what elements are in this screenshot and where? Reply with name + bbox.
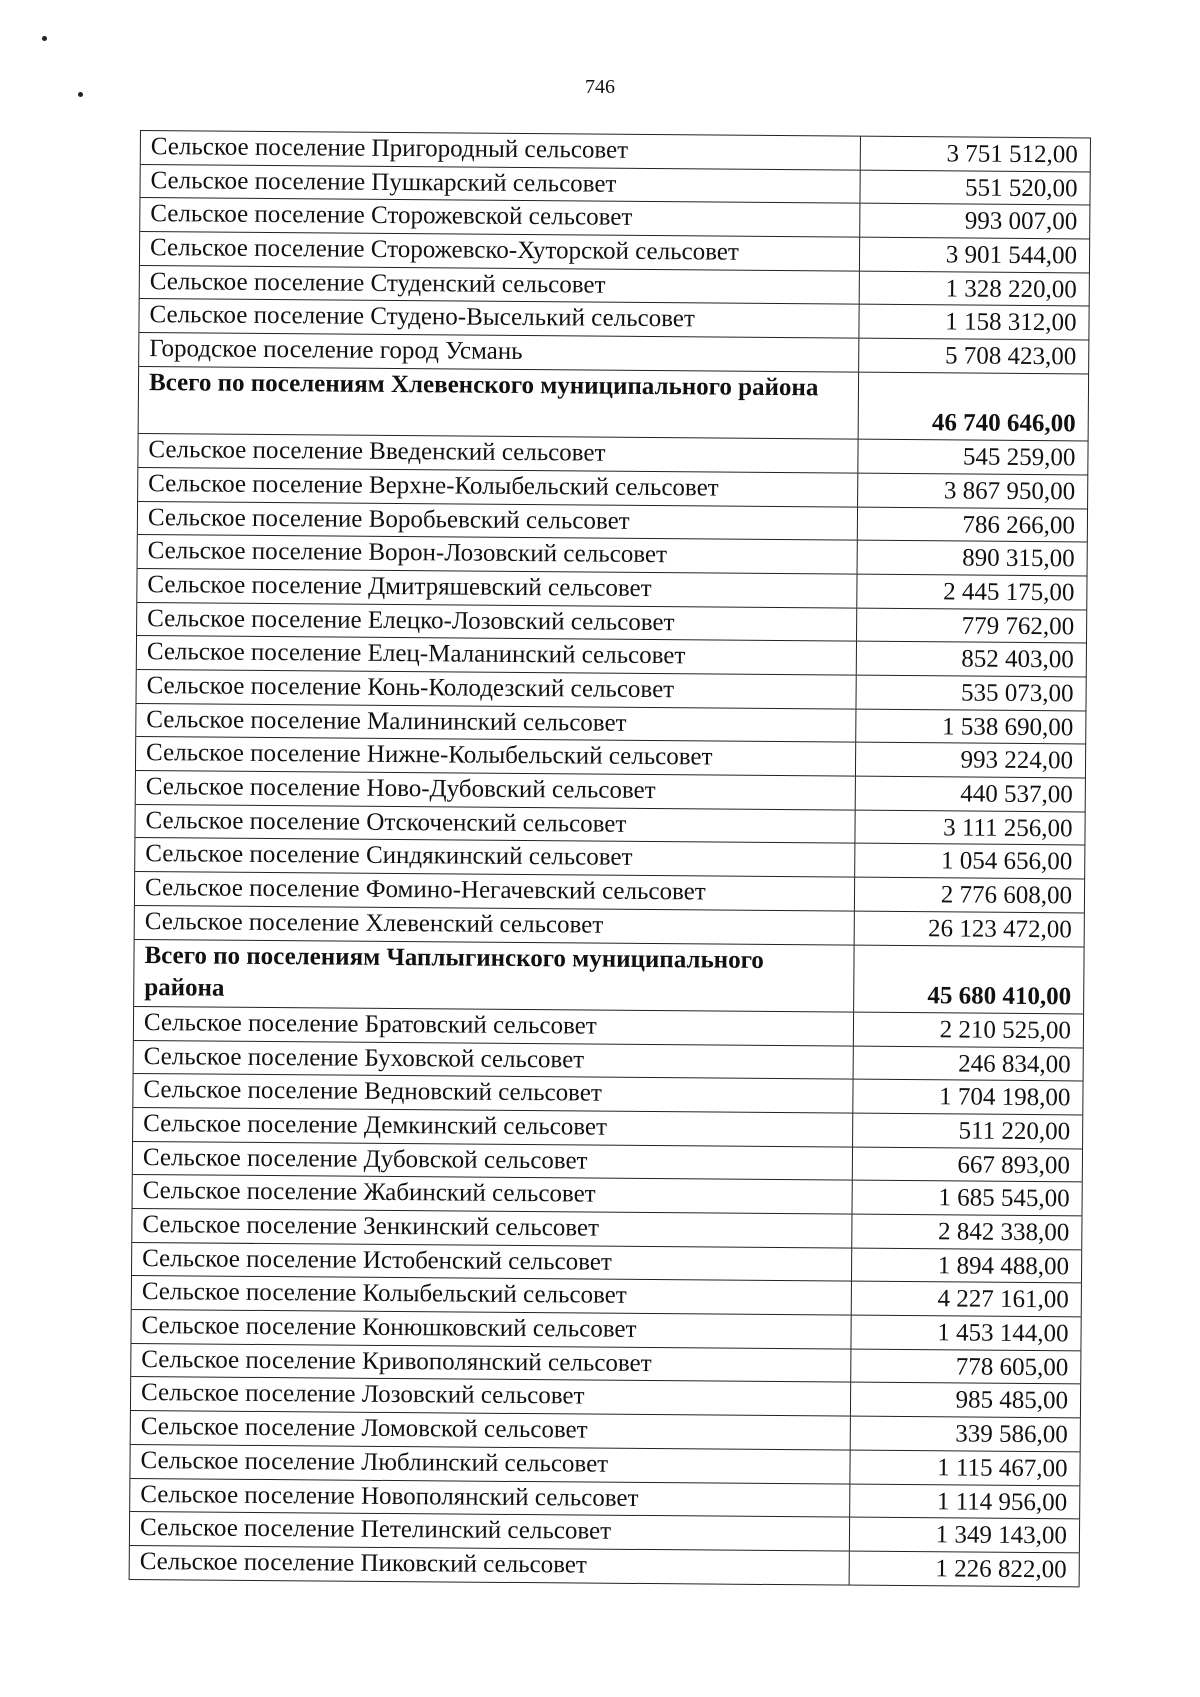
- settlement-name: Сельское поселение Зенкинский сельсовет: [132, 1209, 852, 1247]
- settlement-name: Городское поселение город Усмань: [139, 333, 859, 371]
- settlement-name: Сельское поселение Дубовской сельсовет: [133, 1142, 853, 1180]
- settlement-amount: 1 226 822,00: [850, 1552, 1080, 1586]
- settlement-name: Сельское поселение Конюшковский сельсовет: [131, 1310, 851, 1348]
- settlement-amount: 1 349 143,00: [850, 1518, 1080, 1552]
- settlement-amount: 1 158 312,00: [859, 305, 1089, 339]
- settlement-name: Сельское поселение Ломовской сельсовет: [131, 1411, 851, 1449]
- district-total-label: Всего по поселениям Хлевенского муниципального района: [139, 367, 859, 439]
- settlement-amount: 511 220,00: [853, 1114, 1083, 1148]
- settlement-name: Сельское поселение Буховской сельсовет: [134, 1041, 854, 1079]
- settlement-amount: 246 834,00: [854, 1046, 1084, 1080]
- settlement-name: Сельское поселение Лозовский сельсовет: [131, 1377, 851, 1415]
- settlement-name: Сельское поселение Истобенский сельсовет: [132, 1243, 852, 1281]
- settlement-amount: 3 111 256,00: [855, 810, 1085, 844]
- settlement-name: Сельское поселение Пиковский сельсовет: [130, 1546, 850, 1584]
- settlement-amount: 993 007,00: [860, 204, 1090, 238]
- settlement-name: Сельское поселение Братовский сельсовет: [134, 1007, 854, 1045]
- settlement-name: Сельское поселение Демкинский сельсовет: [133, 1108, 853, 1146]
- settlement-amount: 3 751 512,00: [861, 137, 1091, 171]
- settlement-name: Сельское поселение Ворон-Лозовский сельсовет: [138, 535, 858, 573]
- settlement-amount: 2 842 338,00: [852, 1215, 1082, 1249]
- settlement-name: Сельское поселение Нижне-Колыбельский сельсовет: [136, 737, 856, 775]
- settlement-amount: 985 485,00: [851, 1383, 1081, 1417]
- settlement-name: Сельское поселение Колыбельский сельсовет: [132, 1276, 852, 1314]
- settlement-amount: 26 123 472,00: [855, 911, 1085, 945]
- settlement-amount: 667 893,00: [853, 1147, 1083, 1181]
- settlement-amount: 1 115 467,00: [850, 1450, 1080, 1484]
- settlement-amount: 5 708 423,00: [859, 339, 1089, 373]
- settlement-name: Сельское поселение Конь-Колодезский сельсовет: [137, 670, 857, 708]
- settlement-name: Сельское поселение Петелинский сельсовет: [130, 1512, 850, 1550]
- settlement-amount: 551 520,00: [860, 170, 1090, 204]
- table-total-row: [139, 367, 1089, 442]
- settlement-amount: 1 114 956,00: [850, 1484, 1080, 1518]
- settlement-amount: 4 227 161,00: [852, 1282, 1082, 1316]
- settlement-amount: 890 315,00: [858, 541, 1088, 575]
- settlement-amount: 1 538 690,00: [856, 709, 1086, 743]
- settlement-name: Сельское поселение Синдякинский сельсовет: [135, 838, 855, 876]
- settlement-name: Сельское поселение Хлевенский сельсовет: [135, 906, 855, 944]
- settlement-name: Сельское поселение Кривополянский сельсовет: [131, 1344, 851, 1382]
- district-total-amount: 45 680 410,00: [854, 945, 1085, 1013]
- settlement-amount: 778 605,00: [851, 1349, 1081, 1383]
- settlement-amount: 3 901 544,00: [860, 238, 1090, 272]
- settlement-amount: 339 586,00: [851, 1417, 1081, 1451]
- settlement-name: Сельское поселение Жабинский сельсовет: [133, 1175, 853, 1213]
- settlement-amount: 786 266,00: [858, 507, 1088, 541]
- settlement-name: Сельское поселение Сторожевской сельсовет: [140, 198, 860, 236]
- settlement-name: Сельское поселение Люблинский сельсовет: [130, 1445, 850, 1483]
- settlement-name: Сельское поселение Ново-Дубовский сельсовет: [136, 771, 856, 809]
- district-total-amount: 46 740 646,00: [859, 372, 1090, 440]
- settlement-amount: 993 224,00: [856, 743, 1086, 777]
- settlement-amount: 440 537,00: [856, 777, 1086, 811]
- settlement-name: Сельское поселение Новополянский сельсовет: [130, 1478, 850, 1516]
- settlement-amount: 852 403,00: [857, 642, 1087, 676]
- settlement-name: Сельское поселение Дмитряшевский сельсовет: [137, 569, 857, 607]
- settlement-name: Сельское поселение Студенский сельсовет: [140, 266, 860, 304]
- table-total-row: [134, 939, 1084, 1014]
- settlement-amount: 1 328 220,00: [860, 271, 1090, 305]
- settlements-budget-table: [129, 130, 1091, 1587]
- settlement-name: Сельское поселение Введенский сельсовет: [138, 434, 858, 472]
- settlement-amount: 2 445 175,00: [857, 575, 1087, 609]
- settlement-amount: 2 776 608,00: [855, 878, 1085, 912]
- page-number: 746: [585, 76, 615, 98]
- settlement-amount: 545 259,00: [858, 440, 1088, 474]
- settlement-name: Сельское поселение Малининский сельсовет: [136, 704, 856, 742]
- table-row: [130, 1546, 1080, 1587]
- settlement-amount: 1 453 144,00: [851, 1316, 1081, 1350]
- settlement-name: Сельское поселение Пригородный сельсовет: [141, 131, 861, 169]
- settlement-name: Сельское поселение Пушкарский сельсовет: [140, 165, 860, 203]
- settlement-name: Сельское поселение Елецко-Лозовский сельсовет: [137, 603, 857, 641]
- settlement-amount: 779 762,00: [857, 608, 1087, 642]
- settlement-amount: 1 054 656,00: [855, 844, 1085, 878]
- settlement-name: Сельское поселение Фомино-Негачевский сельсовет: [135, 872, 855, 910]
- settlement-name: Сельское поселение Ведновский сельсовет: [133, 1074, 853, 1112]
- settlement-amount: 535 073,00: [856, 676, 1086, 710]
- settlement-name: Сельское поселение Студено-Выселький сельсовет: [139, 299, 859, 337]
- settlement-name: Сельское поселение Елец-Маланинский сельсовет: [137, 636, 857, 674]
- settlement-name: Сельское поселение Сторожевско-Хуторской сельсовет: [140, 232, 860, 270]
- settlement-amount: 1 685 545,00: [853, 1181, 1083, 1215]
- district-total-label: Всего по поселениям Чаплыгинского муниципального района: [134, 939, 854, 1011]
- settlement-amount: 3 867 950,00: [858, 474, 1088, 508]
- settlement-name: Сельское поселение Верхне-Колыбельский сельсовет: [138, 468, 858, 506]
- settlement-amount: 2 210 525,00: [854, 1013, 1084, 1047]
- settlement-name: Сельское поселение Воробьевский сельсовет: [138, 502, 858, 540]
- scan-speck: [42, 36, 47, 41]
- settlement-amount: 1 704 198,00: [853, 1080, 1083, 1114]
- settlement-name: Сельское поселение Отскоченский сельсовет: [135, 805, 855, 843]
- settlement-amount: 1 894 488,00: [852, 1248, 1082, 1282]
